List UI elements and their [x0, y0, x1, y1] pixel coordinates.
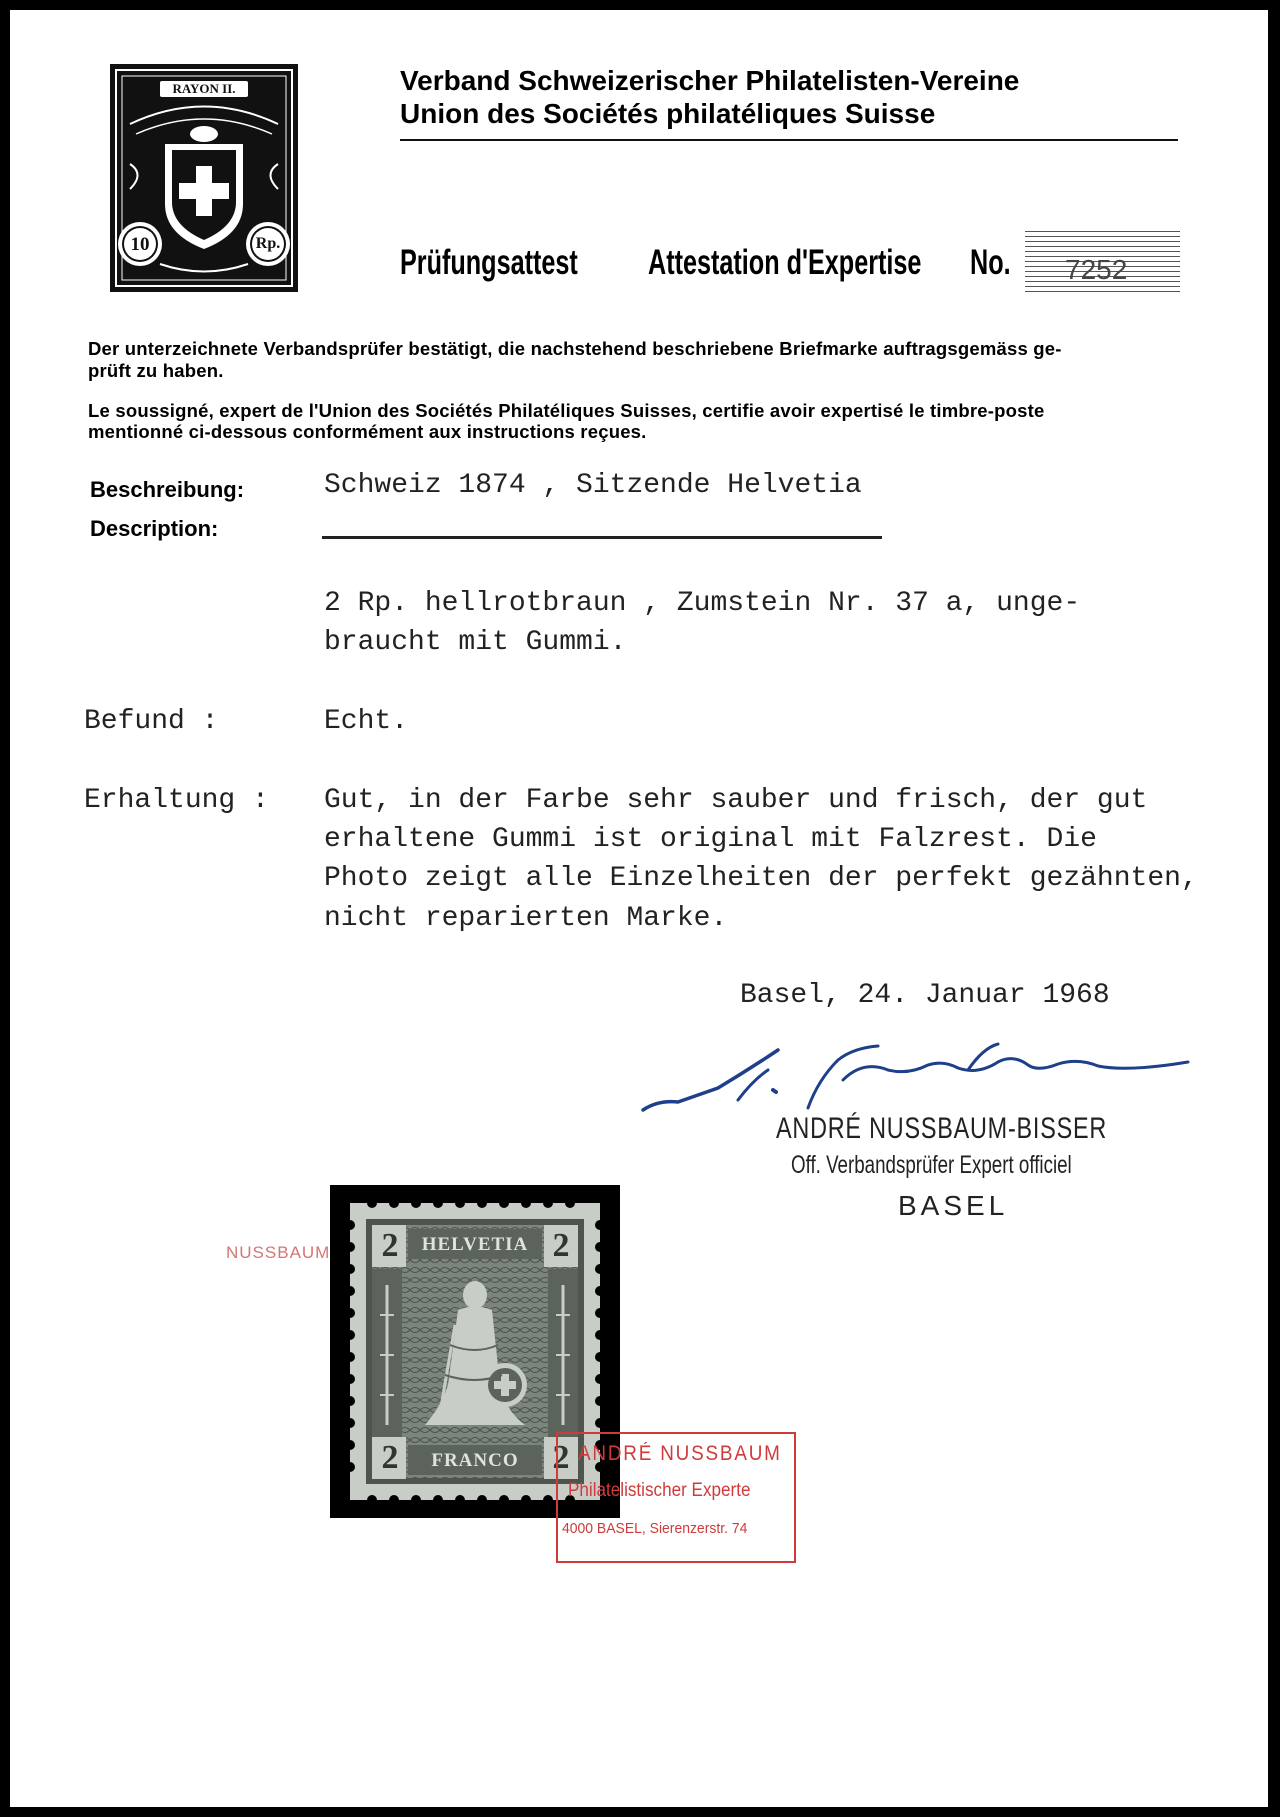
- org-name-de: Verband Schweizerischer Philatelisten-Vereine: [400, 65, 1020, 96]
- description-line-3: braucht mit Gummi.: [324, 627, 627, 658]
- befund-value: Echt.: [324, 706, 409, 737]
- intro-fr-2: mentionné ci-dessous conformément aux instructions reçues.: [88, 421, 647, 442]
- rayon-logo-graphic: [110, 64, 298, 292]
- intro-de: Der unterzeichnete Verbandsprüfer bestätigt, die nachstehend beschriebene Briefmarke auftragsgemäss ge-: [88, 338, 1062, 359]
- erhaltung-line-3: Photo zeigt alle Einzelheiten der perfekt gezähnten,: [324, 863, 1198, 894]
- stamp-value-bottom-right: 2: [552, 1439, 570, 1476]
- description-line-2: 2 Rp. hellrotbraun , Zumstein Nr. 37 a, unge-: [324, 588, 1081, 619]
- description-label-fr: Description:: [90, 516, 219, 541]
- signatory-name: ANDRÉ NUSSBAUM-BISSER: [776, 1112, 1108, 1145]
- description-line-1: Schweiz 1874 , Sitzende Helvetia: [324, 470, 862, 501]
- certificate-sheet: [10, 10, 1268, 1807]
- erhaltung-line-4: nicht reparierten Marke.: [324, 903, 728, 934]
- rayon-stamp-logo: [110, 64, 298, 292]
- nussbaum-watermark: NUSSBAUM: [226, 1243, 331, 1262]
- erhaltung-line-1: Gut, in der Farbe sehr sauber und frisch, der gut: [324, 785, 1148, 816]
- number-label: No.: [970, 243, 1011, 282]
- place-date: Basel, 24. Januar 1968: [740, 980, 1110, 1011]
- red-expert-stamp: [556, 1432, 796, 1563]
- erhaltung-line-2: erhaltene Gummi ist original mit Falzrest. Die: [324, 824, 1097, 855]
- logo-unit: Rp.: [255, 235, 281, 252]
- signatory-city: BASEL: [898, 1190, 1009, 1221]
- stamp-top-text: HELVETIA: [421, 1234, 529, 1255]
- description-label-de: Beschreibung:: [90, 477, 245, 502]
- description-rule: [322, 536, 882, 539]
- header-rule: [400, 139, 1178, 141]
- erhaltung-label: Erhaltung :: [84, 785, 269, 816]
- stamp-value-top-left: 2: [381, 1227, 399, 1264]
- org-name-fr: Union des Sociétés philatéliques Suisse: [400, 98, 936, 129]
- signatory-role: Off. Verbandsprüfer Expert officiel: [791, 1151, 1072, 1179]
- title-fr: Attestation d'Expertise: [648, 243, 922, 282]
- red-stamp-line-2: Philatelistischer Experte: [568, 1480, 751, 1501]
- intro-fr: Le soussigné, expert de l'Union des Sociétés Philatéliques Suisses, certifie avoir expertisé le timbre-poste: [88, 400, 1045, 421]
- befund-label: Befund :: [84, 706, 219, 737]
- intro-de-2: prüft zu haben.: [88, 360, 224, 381]
- stamp-value-bottom-left: 2: [381, 1439, 399, 1476]
- title-de: Prüfungsattest: [400, 243, 578, 282]
- red-stamp-line-3: 4000 BASEL, Sierenzerstr. 74: [562, 1520, 748, 1537]
- stamp-bottom-text: FRANCO: [431, 1450, 519, 1471]
- handwritten-signature: [638, 1040, 1198, 1120]
- rayon-label: RAYON II.: [160, 81, 248, 97]
- logo-value: 10: [130, 234, 150, 255]
- red-stamp-line-1: ANDRÉ NUSSBAUM: [578, 1442, 782, 1465]
- certificate-number: 7252: [1065, 254, 1128, 285]
- stamp-value-top-right: 2: [552, 1227, 570, 1264]
